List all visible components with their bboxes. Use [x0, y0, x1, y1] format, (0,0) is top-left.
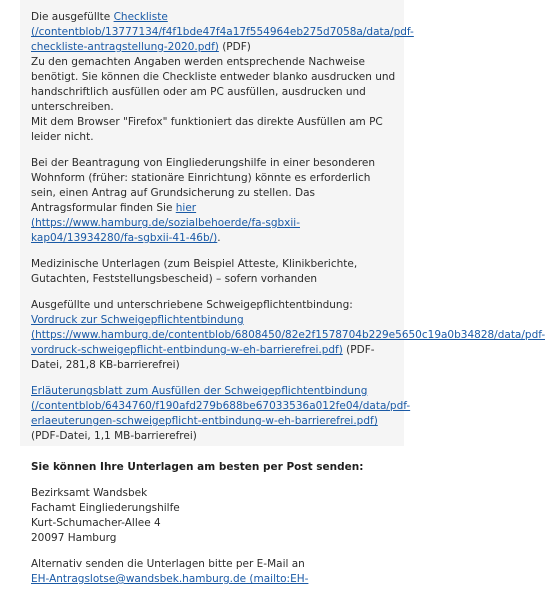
grundsicherung-paragraph: [31, 156, 396, 246]
address-line-office: Bezirksamt Wandsbek: [31, 487, 148, 499]
address-line-street: Kurt-Schumacher-Allee 4: [31, 517, 161, 529]
address-line-department: Fachamt Eingliederungshilfe: [31, 502, 180, 514]
grundsicherung-text: Bei der Beantragung von Eingliederungshilfe in einer besonderen Wohnform (früher: stationäre Einrichtung) könnte es erforderlich sein, einen Antrag auf Grundsicherung zu stellen. Das Antragsformular finden Sie: [31, 157, 376, 214]
schweigepflicht-suffix: (PDF-Datei, 281,8 KB-barrierefrei): [31, 344, 375, 371]
checklist-paragraph: [31, 10, 414, 55]
postal-address: [31, 486, 396, 546]
checklist-suffix: (PDF): [218, 41, 251, 53]
documents-card: [20, 0, 545, 446]
schweigepflicht-paragraph: [31, 313, 545, 373]
email-paragraph: [31, 572, 396, 587]
checklist-link[interactable]: Checkliste (/contentblob/13777134/f4f1bde47f4a17f554964eb275d7058a/data/pdf-checkliste-antragstellung-2020.pdf): [31, 11, 414, 53]
email-link[interactable]: EH-Antragslotse@wandsbek.hamburg.de (mailto:EH-: [31, 573, 309, 585]
email-text: Alternativ senden die Unterlagen bitte per E-Mail an: [31, 558, 305, 570]
post-heading: Sie können Ihre Unterlagen am besten per Post senden:: [31, 461, 364, 473]
schweigepflicht-intro: Ausgefüllte und unterschriebene Schweigepflichtentbindung:: [31, 299, 353, 311]
grundsicherung-link[interactable]: hier (https://www.hamburg.de/sozialbehoerde/fa-sgbxii-kap04/13934280/fa-sgbxii-41-46b/): [31, 202, 300, 244]
checklist-prefix: Die ausgefüllte: [31, 11, 114, 23]
grundsicherung-suffix: .: [217, 232, 221, 244]
erlaeuterung-suffix: (PDF-Datei, 1,1 MB-barrierefrei): [31, 430, 197, 442]
contact-section: [20, 446, 404, 599]
schweigepflicht-form-link[interactable]: Vordruck zur Schweigepflichtentbindung (https://www.hamburg.de/contentblob/6808450/82e2f1578704b229e5650c19a0b34828/data/pdf-vordruck-schweigepflicht-entbindung-w-eh-barrierefrei.pdf): [31, 314, 545, 356]
checklist-info: Zu den gemachten Angaben werden entsprechende Nachweise benötigt. Sie können die Checkliste entweder blanko ausdrucken und handschriftlich ausfüllen oder am PC ausfüllen, ausdrucken und unterschreiben.: [31, 56, 396, 113]
firefox-note: Mit dem Browser "Firefox" funktioniert das direkte Ausfüllen am PC leider nicht.: [31, 116, 383, 143]
medical-documents-paragraph: Medizinische Unterlagen (zum Beispiel Atteste, Klinikberichte, Gutachten, Feststellungsbescheid) – sofern vorhanden: [31, 258, 358, 285]
erlaeuterung-paragraph: [31, 384, 411, 444]
address-line-city: 20097 Hamburg: [31, 532, 117, 544]
erlaeuterung-link[interactable]: Erläuterungsblatt zum Ausfüllen der Schweigepflichtentbindung (/contentblob/6434760/f190afd279b688be67033536a012fe04/data/pdf-erlaeuterungen-schweigepflicht-entbindung-w-eh-barrierefrei.pdf): [31, 385, 411, 427]
